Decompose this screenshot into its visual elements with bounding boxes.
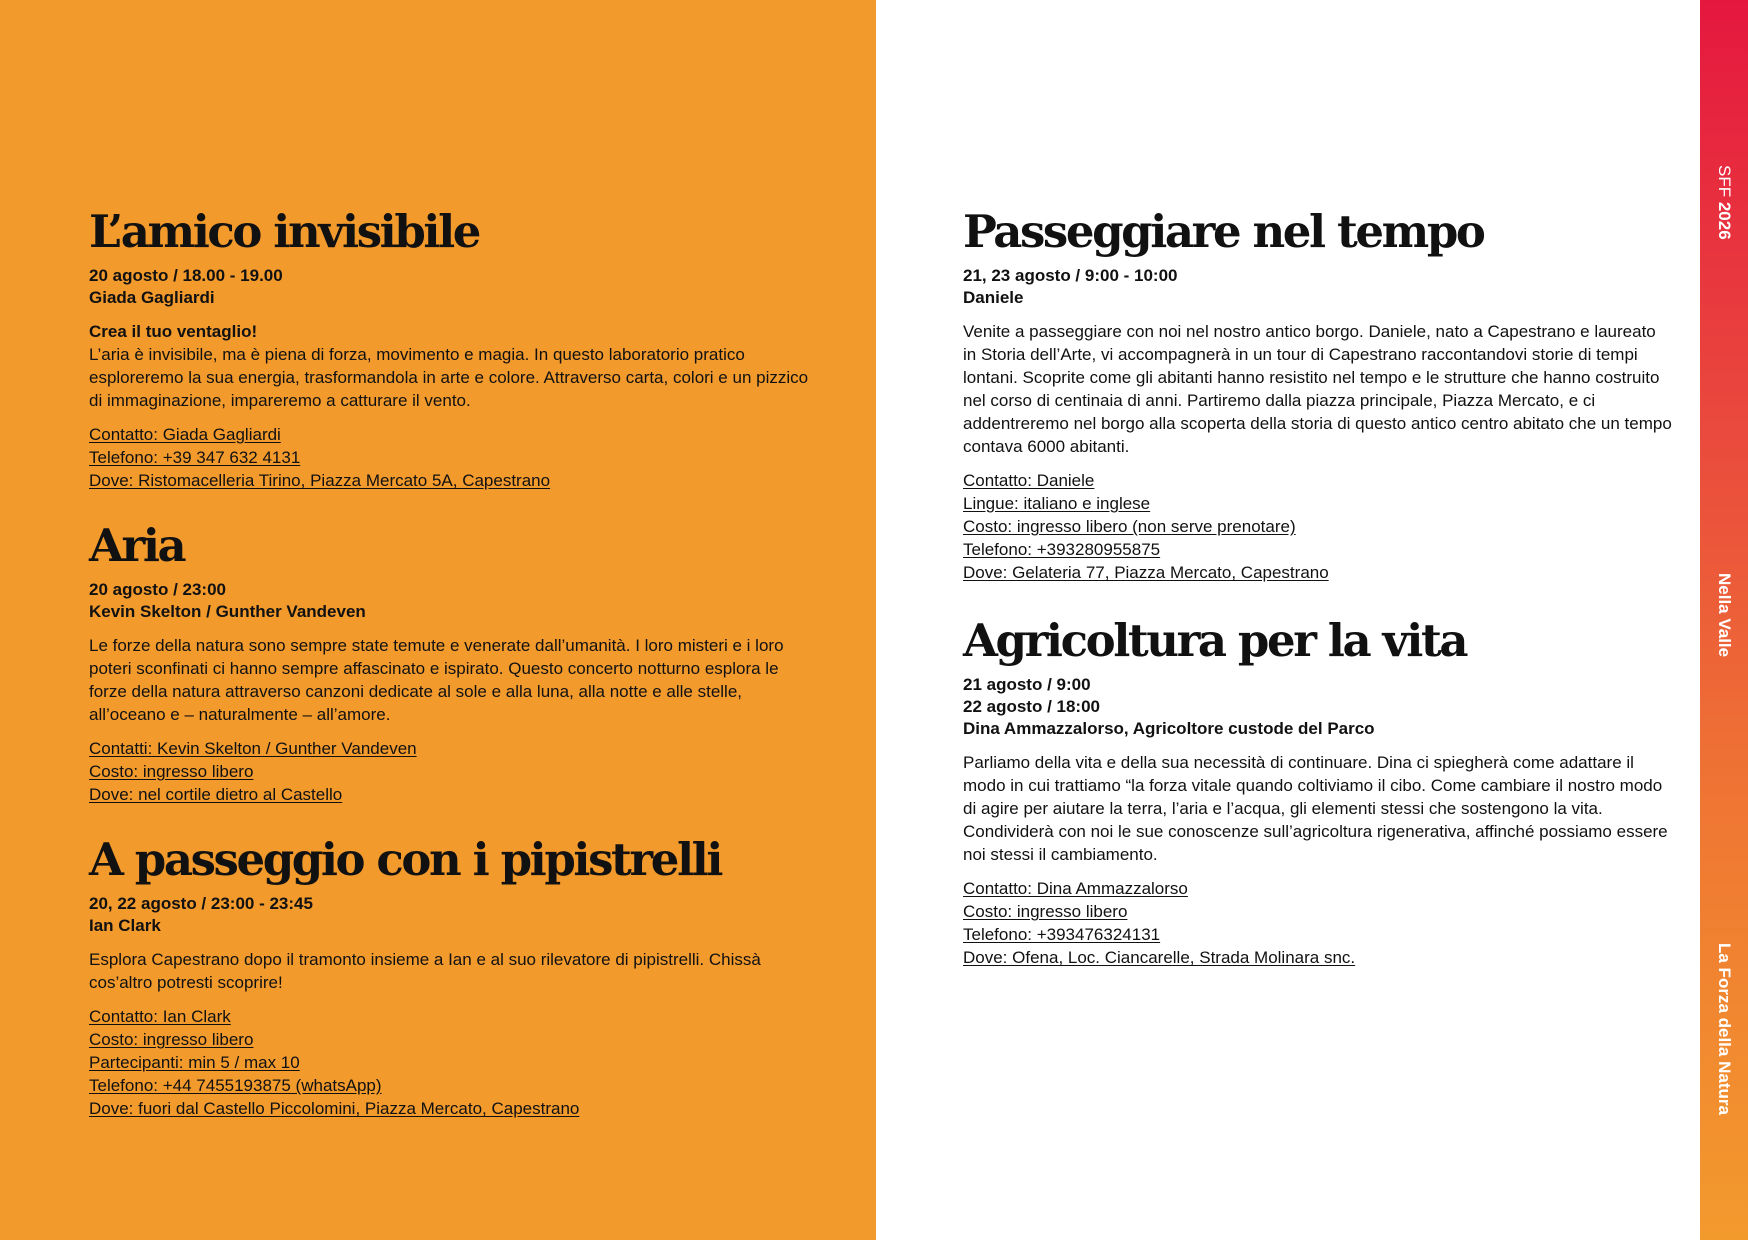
location-line[interactable]: Dove: Gelateria 77, Piazza Mercato, Capestrano — [963, 563, 1329, 582]
event-host: Dina Ammazzalorso, Agricoltore custode del Parco — [963, 719, 1375, 738]
cost-line[interactable]: Costo: ingresso libero — [963, 902, 1128, 921]
event-contacts — [89, 737, 809, 806]
phone-line[interactable]: Telefono: +393476324131 — [963, 925, 1161, 944]
phone-line[interactable]: Telefono: +44 7455193875 (whatsApp) — [89, 1076, 382, 1095]
event-date: 20, 22 agosto / 23:00 - 23:45 — [89, 894, 313, 913]
contact-line[interactable]: Contatto: Daniele — [963, 471, 1095, 490]
event-date: 20 agosto / 18.00 - 19.00 — [89, 266, 283, 285]
location-line[interactable]: Dove: nel cortile dietro al Castello — [89, 785, 343, 804]
event-date: 21, 23 agosto / 9:00 - 10:00 — [963, 266, 1178, 285]
event-host: Giada Gagliardi — [89, 288, 215, 307]
event-date: 20 agosto / 23:00 — [89, 580, 227, 599]
contact-line[interactable]: Contatto: Ian Clark — [89, 1007, 231, 1026]
event-agricoltura — [963, 614, 1673, 969]
side-label-valle: Nella Valle — [1715, 573, 1734, 658]
event-description: L’aria è invisibile, ma è piena di forza, movimento e magia. In questo laboratorio pratico esploreremo la sua energia, trasformandola in arte e colore. Attraverso carta, colori e un pizzico di immaginazione, impareremo a catturare il vento. — [89, 345, 809, 410]
event-passeggiare — [963, 205, 1673, 584]
contact-line[interactable]: Contatto: Dina Ammazzalorso — [963, 879, 1188, 898]
event-contacts — [89, 1005, 809, 1120]
event-title: L’amico invisibile — [89, 205, 480, 258]
event-subheading: Crea il tuo ventaglio! — [89, 322, 258, 341]
language-line[interactable]: Lingue: italiano e inglese — [963, 494, 1151, 513]
side-label-sff: SFF 2026 — [1715, 165, 1734, 240]
event-host: Kevin Skelton / Gunther Vandeven — [89, 602, 366, 621]
event-description: Venite a passeggiare con noi nel nostro antico borgo. Daniele, nato a Capestrano e laureato in Storia dell’Arte, vi accompagnerà in un tour di Capestrano raccontandovi storie di tempi lontani. Scoprite come gli abitanti hanno resistito nel tempo e le strutture che hanno costruito nel corso di centinaia di anni. Partiremo dalla piazza principale, Piazza Mercato, e ci addentreremo nel borgo alla scoperta della storia di questo antico centro abitato che un tempo contava 6000 abitanti. — [963, 322, 1672, 456]
location-line[interactable]: Dove: Ofena, Loc. Ciancarelle, Strada Molinara snc. — [963, 948, 1356, 967]
left-column — [89, 205, 809, 1120]
event-host: Ian Clark — [89, 916, 161, 935]
event-pipistrelli — [89, 833, 809, 1120]
event-date: 22 agosto / 18:00 — [963, 697, 1101, 716]
phone-line[interactable]: Telefono: +39 347 632 4131 — [89, 448, 301, 467]
event-description: Esplora Capestrano dopo il tramonto insieme a Ian e al suo rilevatore di pipistrelli. Chissà cos’altro potresti scoprire! — [89, 950, 761, 992]
event-amico-invisibile — [89, 205, 809, 492]
event-title: Passeggiare nel tempo — [963, 205, 1484, 258]
event-contacts — [963, 877, 1673, 969]
event-contacts — [89, 423, 809, 492]
participants-line[interactable]: Partecipanti: min 5 / max 10 — [89, 1053, 300, 1072]
event-title: Agricoltura per la vita — [963, 614, 1467, 667]
phone-line[interactable]: Telefono: +393280955875 — [963, 540, 1161, 559]
side-label-forza: La Forza della Natura — [1715, 943, 1734, 1115]
cost-line[interactable]: Costo: ingresso libero — [89, 762, 254, 781]
cost-line[interactable]: Costo: ingresso libero — [89, 1030, 254, 1049]
event-contacts — [963, 469, 1673, 584]
event-description: Parliamo della vita e della sua necessità di continuare. Dina ci spiegherà come adattare il modo in cui trattiamo “la forza vitale quando coltiviamo il cibo. Come cambiare il nostro modo di agire per aiutare la terra, l’aria e l’acqua, gli elementi stessi che sostengono la vita. Condividerà con noi le sue conoscenze sull’agricoltura rigenerativa, affinché possiamo essere noi stessi il cambiamento. — [963, 753, 1668, 864]
event-host: Daniele — [963, 288, 1024, 307]
event-description: Le forze della natura sono sempre state temute e venerate dall’umanità. I loro misteri e i loro poteri sconfinati ci hanno sempre affascinato e ispirato. Questo concerto notturno esplora le forze della natura attraverso canzoni dedicate al sole e alla luna, alla notte e alle stelle, all’oceano e – naturalmente – all’amore. — [89, 636, 784, 724]
side-band — [1700, 0, 1748, 1240]
right-column — [963, 205, 1673, 969]
cost-line[interactable]: Costo: ingresso libero (non serve prenotare) — [963, 517, 1296, 536]
contact-line[interactable]: Contatto: Giada Gagliardi — [89, 425, 281, 444]
event-aria — [89, 519, 809, 806]
event-title: Aria — [89, 519, 185, 572]
event-date: 21 agosto / 9:00 — [963, 675, 1091, 694]
location-line[interactable]: Dove: Ristomacelleria Tirino, Piazza Mercato 5A, Capestrano — [89, 471, 551, 490]
contact-line[interactable]: Contatti: Kevin Skelton / Gunther Vandeven — [89, 739, 417, 758]
location-line[interactable]: Dove: fuori dal Castello Piccolomini, Piazza Mercato, Capestrano — [89, 1099, 580, 1118]
event-title: A passeggio con i pipistrelli — [89, 833, 722, 886]
